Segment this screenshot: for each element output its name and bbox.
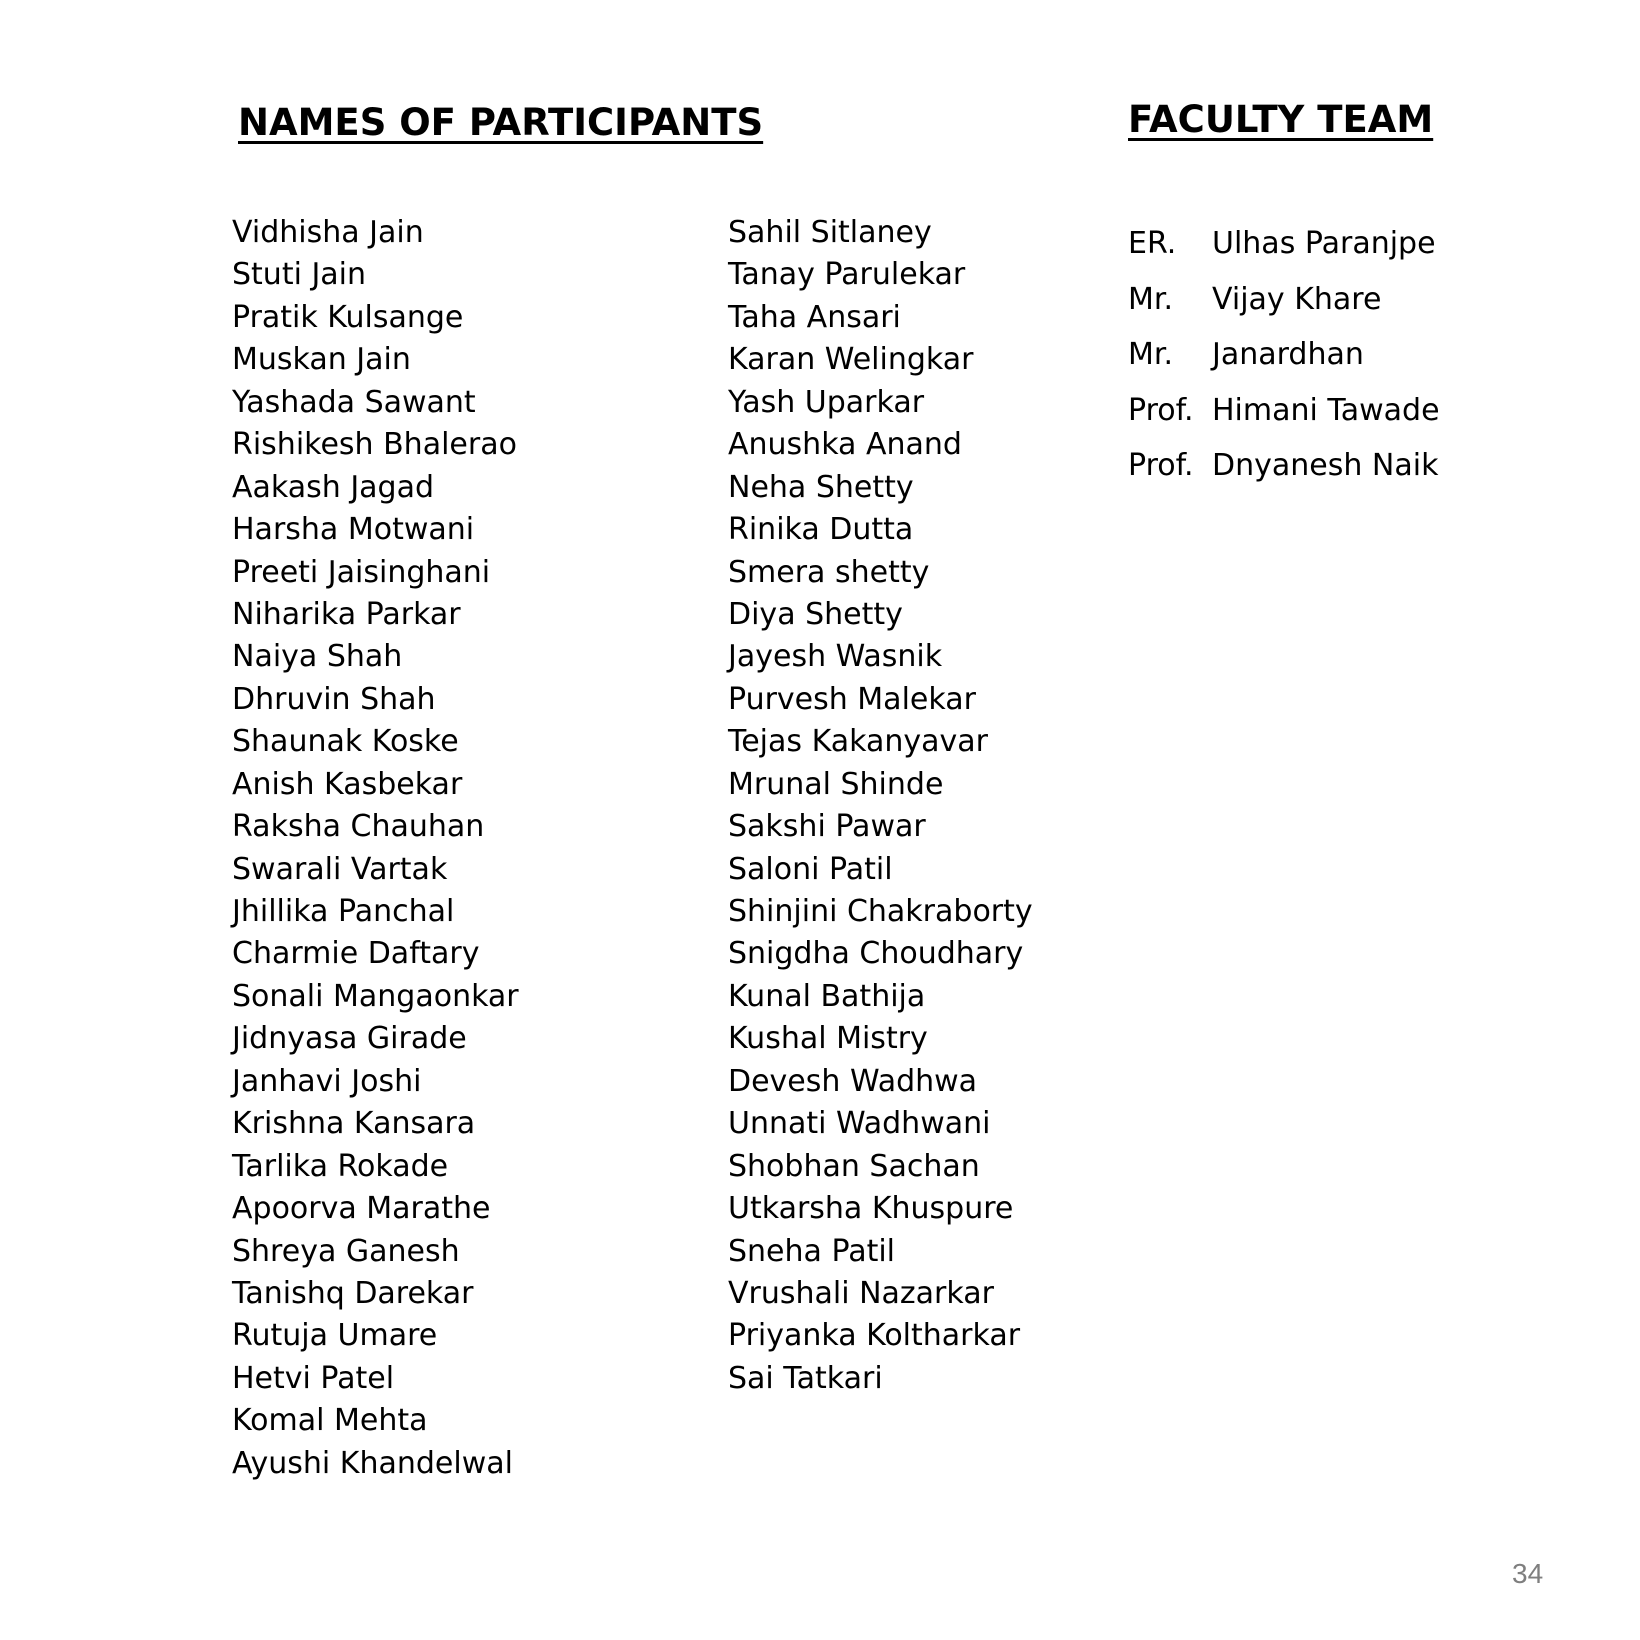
participant-name: Karan Welingkar bbox=[728, 342, 974, 378]
participant-name: Rishikesh Bhalerao bbox=[232, 427, 517, 463]
participant-name: Niharika Parkar bbox=[232, 596, 461, 632]
participant-name: Tanay Parulekar bbox=[728, 257, 966, 293]
faculty-title: Mr. bbox=[1128, 337, 1173, 372]
participant-name: Kunal Bathija bbox=[728, 978, 926, 1014]
participant-name: Vidhisha Jain bbox=[232, 215, 424, 250]
faculty-member bbox=[1128, 327, 1440, 383]
participant-name: Shreya Ganesh bbox=[232, 1233, 460, 1269]
participant-name: Mrunal Shinde bbox=[728, 766, 944, 802]
participant-name: Neha Shetty bbox=[728, 469, 914, 505]
faculty-member bbox=[1128, 383, 1440, 439]
participant-name: Yashada Sawant bbox=[232, 384, 476, 420]
participant-name: Priyanka Koltharkar bbox=[728, 1318, 1021, 1354]
participant-name: Preeti Jaisinghani bbox=[232, 554, 491, 590]
participant-name: Shinjini Chakraborty bbox=[728, 894, 1033, 929]
faculty-title: Mr. bbox=[1128, 281, 1173, 317]
participant-name: Komal Mehta bbox=[232, 1403, 428, 1439]
faculty-name: Himani Tawade bbox=[1212, 392, 1440, 428]
participant-name: Jhillika Panchal bbox=[232, 894, 455, 929]
participant-name: Muskan Jain bbox=[232, 342, 411, 378]
participant-name: Apoorva Marathe bbox=[232, 1191, 491, 1227]
faculty-title: ER. bbox=[1128, 226, 1177, 261]
faculty-title: Prof. bbox=[1128, 448, 1194, 483]
participants-column-1 bbox=[232, 212, 519, 1485]
participant-name: Tarlika Rokade bbox=[232, 1148, 449, 1184]
participant-name: Smera shetty bbox=[728, 554, 930, 590]
participant-name: Jidnyasa Girade bbox=[232, 1021, 467, 1057]
participant-name: Purvesh Malekar bbox=[728, 681, 976, 717]
participant-name: Harsha Motwani bbox=[232, 512, 475, 548]
participant-name: Swarali Vartak bbox=[232, 851, 448, 887]
participant-name: Utkarsha Khuspure bbox=[728, 1191, 1014, 1227]
faculty-name: Janardhan bbox=[1212, 337, 1364, 372]
participant-name: Yash Uparkar bbox=[728, 384, 925, 420]
faculty-member bbox=[1128, 438, 1440, 494]
participant-name: Snigdha Choudhary bbox=[728, 936, 1024, 972]
participant-name: Shaunak Koske bbox=[232, 724, 459, 760]
faculty-member bbox=[1128, 272, 1440, 328]
participant-name: Taha Ansari bbox=[728, 299, 901, 335]
participant-name: Devesh Wadhwa bbox=[728, 1063, 978, 1099]
participants-column-2 bbox=[728, 212, 1033, 1400]
participant-name: Hetvi Patel bbox=[232, 1360, 395, 1396]
participant-name: Vrushali Nazarkar bbox=[728, 1275, 994, 1311]
participant-name: Janhavi Joshi bbox=[232, 1063, 422, 1099]
participant-name: Ayushi Khandelwal bbox=[232, 1445, 513, 1481]
faculty-member bbox=[1128, 216, 1440, 272]
participant-name: Tejas Kakanyavar bbox=[728, 724, 988, 760]
faculty-title: Prof. bbox=[1128, 392, 1194, 428]
participant-name: Pratik Kulsange bbox=[232, 299, 464, 335]
faculty-heading: FACULTY TEAM bbox=[1128, 98, 1434, 141]
faculty-name: Ulhas Paranjpe bbox=[1212, 226, 1436, 261]
page-number: 34 bbox=[1512, 1558, 1544, 1589]
participant-name: Saloni Patil bbox=[728, 851, 893, 887]
participant-name: Anish Kasbekar bbox=[232, 766, 463, 802]
participant-name: Kushal Mistry bbox=[728, 1021, 928, 1057]
participant-name: Jayesh Wasnik bbox=[728, 639, 943, 675]
participant-name: Anushka Anand bbox=[728, 427, 962, 463]
participant-name: Sakshi Pawar bbox=[728, 809, 926, 845]
participant-name: Krishna Kansara bbox=[232, 1106, 476, 1142]
participant-name: Diya Shetty bbox=[728, 596, 903, 632]
participant-name: Naiya Shah bbox=[232, 639, 403, 675]
participant-name: Tanishq Darekar bbox=[232, 1275, 474, 1311]
participant-name: Charmie Daftary bbox=[232, 936, 480, 972]
participant-name: Shobhan Sachan bbox=[728, 1148, 980, 1184]
participant-name: Aakash Jagad bbox=[232, 469, 435, 505]
participant-name: Sai Tatkari bbox=[728, 1360, 883, 1396]
participant-name: Dhruvin Shah bbox=[232, 681, 436, 717]
faculty-list bbox=[1128, 216, 1440, 494]
participant-name: Stuti Jain bbox=[232, 257, 367, 293]
faculty-name: Vijay Khare bbox=[1212, 281, 1382, 317]
participant-name: Raksha Chauhan bbox=[232, 809, 485, 845]
participant-name: Sonali Mangaonkar bbox=[232, 978, 519, 1014]
participant-name: Sahil Sitlaney bbox=[728, 215, 932, 250]
participant-name: Sneha Patil bbox=[728, 1233, 896, 1269]
participants-heading: NAMES OF PARTICIPANTS bbox=[238, 101, 764, 144]
participant-name: Unnati Wadhwani bbox=[728, 1106, 991, 1142]
participant-name: Rutuja Umare bbox=[232, 1318, 438, 1354]
faculty-name: Dnyanesh Naik bbox=[1212, 448, 1439, 483]
participant-name: Rinika Dutta bbox=[728, 512, 914, 548]
